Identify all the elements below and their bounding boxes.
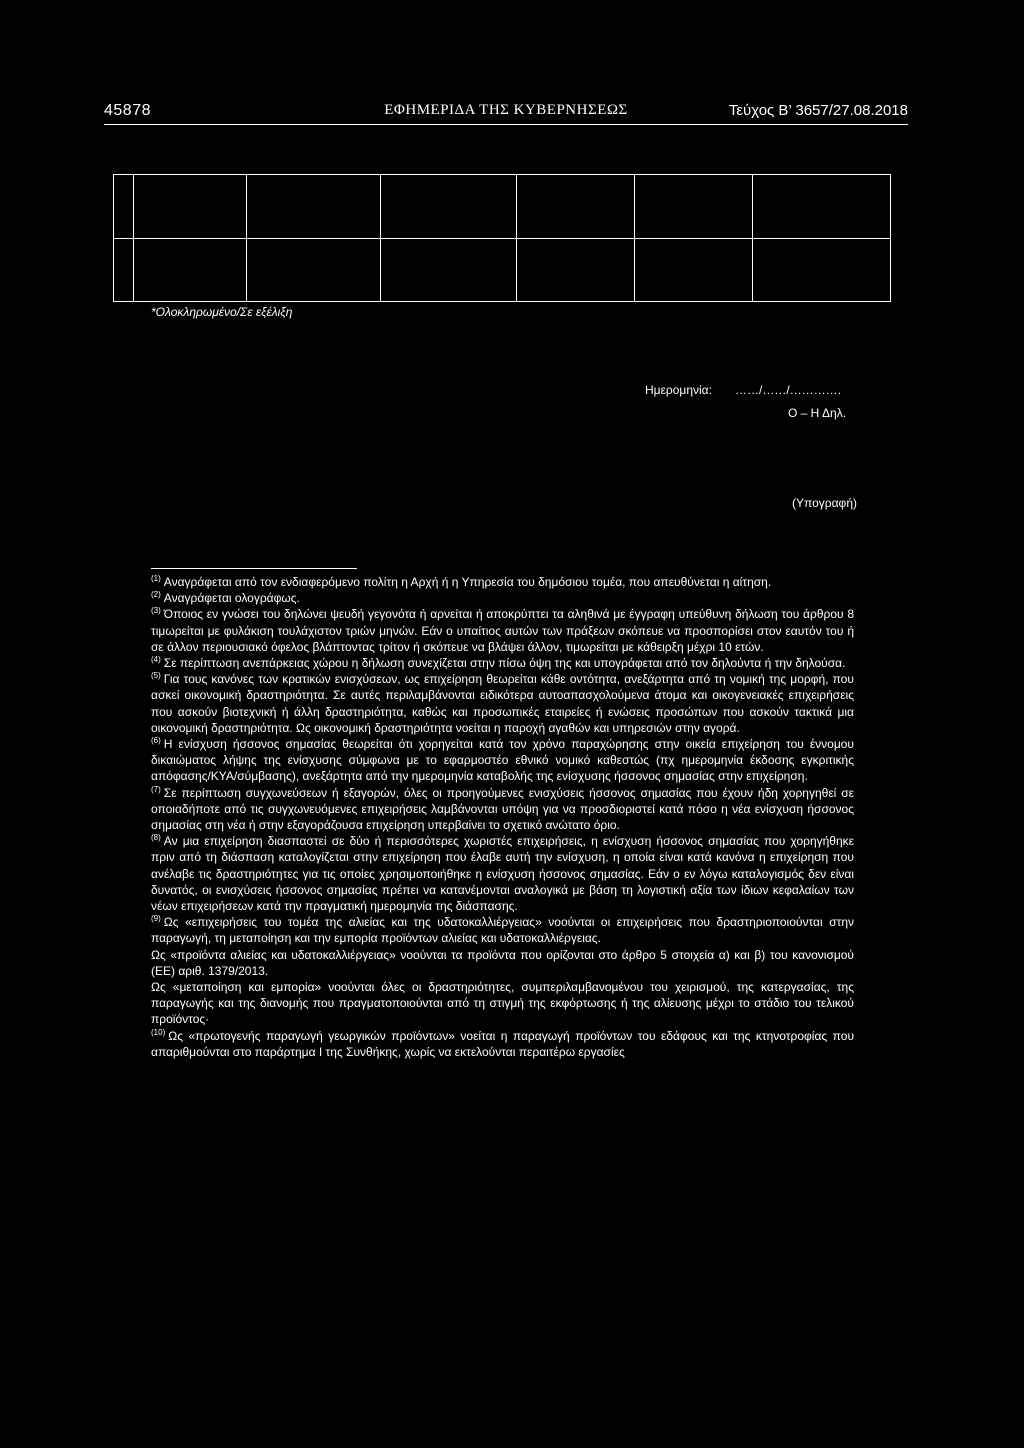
page-header bbox=[104, 100, 908, 125]
table-cell bbox=[114, 238, 134, 302]
table-cell bbox=[246, 175, 380, 239]
date-value: ……/……/…………. bbox=[735, 383, 842, 397]
table-cell bbox=[133, 175, 246, 239]
table-cell bbox=[753, 238, 891, 302]
footnote-7: $^{(7)}$ Σε περίπτωση συγχωνεύσεων ή εξαγορών, όλες οι προηγούμενες ενισχύσεις ήσσονος σημασίας που έχουν ήδη χορηγηθεί σε οποιαδήποτε από τις συγχωνευόμενες επιχειρήσεις λαμβάνονται υπόψη για να προσδιοριστεί κατά πόσο η νέα ενίσχυση ήσσονος σημασίας στη νέα ή στην εξαγοράζουσα επιχείρηση υπερβαίνει το σχετικό ανώτατο όριο. bbox=[151, 784, 854, 833]
date-label: Ημερομηνία: bbox=[645, 383, 712, 397]
signature-label: (Υπογραφή) bbox=[792, 496, 857, 510]
declarant-label: Ο – Η Δηλ. bbox=[788, 406, 847, 420]
table-cell bbox=[635, 175, 753, 239]
table-cell bbox=[753, 175, 891, 239]
page-number: 45878 bbox=[104, 102, 151, 119]
journal-title: ΕΦΗΜΕΡΙΔΑ ΤΗΣ ΚΥΒΕΡΝΗΣΕΩΣ bbox=[384, 102, 628, 118]
table-row bbox=[114, 238, 891, 302]
footnote-1: $^{(1)}$ Αναγράφεται από τον ενδιαφερόμενο πολίτη η Αρχή ή η Υπηρεσία του δημόσιου τομέα, που απευθύνεται η αίτηση. bbox=[151, 574, 772, 589]
table-cell bbox=[380, 238, 517, 302]
footnote-9: $^{(9)}$ Ως «επιχειρήσεις του τομέα της αλιείας και της υδατοκαλλιέργειας» νοούνται οι επιχειρήσεις που δραστηριοποιούνται στην παραγωγή, τη μεταποίηση και την εμπορία προϊόντων αλιείας και υδατοκαλλιέργειας. bbox=[151, 914, 854, 946]
table-cell bbox=[635, 238, 753, 302]
footnote-3: $^{(3)}$ Όποιος εν γνώσει του δηλώνει ψευδή γεγονότα ή αρνείται ή αποκρύπτει τα αληθινά με έγγραφη υπεύθυνη δήλωση του άρθρου 8 τιμωρείται με φυλάκιση τουλάχιστον τριών μηνών. Εάν ο υπαίτιος αυτών των πράξεων σκόπευε να προσπορίσει στον εαυτόν του ή σε άλλον περιουσιακό όφελος βλάπτοντας τρίτον ή σκόπευε να βλάψει άλλον, τιμωρείται με κάθειρξη μέχρι 10 ετών. bbox=[151, 606, 854, 654]
footnote-8: $^{(8)}$ Αν μια επιχείρηση διασπαστεί σε δύο ή περισσότερες χωριστές επιχειρήσεις, η ενίσχυση ήσσονος σημασίας που χορηγήθηκε πριν από τη διάσπαση καταλογίζεται στην επιχείρηση που έλαβε αυτή την ενίσχυση, η οποία είναι κατά κανόνα η επιχείρηση που ανέλαβε τις δραστηριότητες για τις οποίες χρησιμοποιήθηκε η ενίσχυση ήσσονος σημασίας. Εάν ο εν λόγω καταλογισμός δεν είναι δυνατός, οι ενισχύσεις ήσσονος σημασίας πρέπει να κατανέμονται αναλογικά με βάση τη λογιστική αξία των ίδιων κεφαλαίων των νέων επιχειρήσεων κατά την πραγματική ημερομηνία της διάσπασης. bbox=[151, 833, 854, 914]
table-cell bbox=[517, 238, 635, 302]
table-cell bbox=[246, 238, 380, 302]
table-note: *Ολοκληρωμένο/Σε εξέλιξη bbox=[151, 305, 293, 319]
footnote-4: $^{(4)}$ Σε περίπτωση ανεπάρκειας χώρου η δήλωση συνεχίζεται στην πίσω όψη της και υπογράφεται από τον δηλούντα ή την δηλούσα. bbox=[151, 655, 846, 671]
footnote-9-processing: Ως «μεταποίηση και εμπορία» νοούνται όλες οι δραστηριότητες, συμπεριλαμβανομένου του χειρισμού, της κατεργασίας, της παραγωγής και της διανομής που πραγματοποιούνται από τη στιγμή της εκφόρτωσης ή της αλίευσης μέχρι το στάδιο του τελικού προϊόντος· bbox=[151, 980, 854, 1027]
table-cell bbox=[133, 238, 246, 302]
issue-reference: Τεύχος Β’ 3657/27.08.2018 bbox=[728, 102, 908, 119]
table-row bbox=[114, 175, 891, 239]
footnote-10: $^{(10)}$ Ως «πρωτογενής παραγωγή γεωργικών προϊόντων» νοείται η παραγωγή προϊόντων του εδάφους και της κτηνοτροφίας που απαριθμούνται στο παράρτημα Ι της Συνθήκης, χωρίς να εκτελούνται περαιτέρω εργασίες bbox=[151, 1027, 854, 1059]
footnote-9-products: Ως «προϊόντα αλιείας και υδατοκαλλιέργειας» νοούνται τα προϊόντα που ορίζονται στο άρθρο 5 στοιχεία α) και β) του κανονισμού (ΕΕ) αριθ. 1379/2013. bbox=[151, 947, 854, 978]
table-cell bbox=[380, 175, 517, 239]
footnote-2: $^{(2)}$ Αναγράφεται ολογράφως. bbox=[151, 590, 300, 606]
footnote-6: $^{(6)}$ Η ενίσχυση ήσσονος σημασίας θεωρείται ότι χορηγείται κατά τον χρόνο παραχώρησης στην οικεία επιχείρηση του έννομου δικαιώματος λήψης της ενίσχυσης σύμφωνα με το εφαρμοστέο εθνικό νομικό καθεστώς (πχ ημερομηνία έκδοσης εγκριτικής απόφασης/ΚΥΑ/σύμβασης), ανεξάρτητα από την ημερομηνία καταβολής της ενίσχυσης ήσσονος σημασίας στην επιχείρηση. bbox=[151, 736, 854, 784]
date-row bbox=[645, 383, 841, 397]
footnotes bbox=[151, 574, 854, 1060]
table-cell bbox=[517, 175, 635, 239]
footnote-5: $^{(5)}$ Για τους κανόνες των κρατικών ενισχύσεων, ως επιχείρηση θεωρείται κάθε οντότητα, ανεξάρτητα από τη νομική της μορφή, που ασκεί οικονομική δραστηριότητα. Σε αυτές περιλαμβάνονται ειδικότερα αυτοαπασχολούμενα άτομα και οικογενειακές επιχειρήσεις που ασκούν βιοτεχνική ή άλλη δραστηριότητα, καθώς και προσωπικές εταιρείες ή ενώσεις προσώπων που ασκούν τακτικά μια οικονομική δραστηριότητα. Ως οικονομική δραστηριότητα νοείται η παροχή αγαθών και υπηρεσιών στην αγορά. bbox=[151, 671, 854, 735]
empty-table bbox=[113, 174, 891, 302]
footnote-divider bbox=[151, 568, 357, 569]
table-cell bbox=[114, 175, 134, 239]
